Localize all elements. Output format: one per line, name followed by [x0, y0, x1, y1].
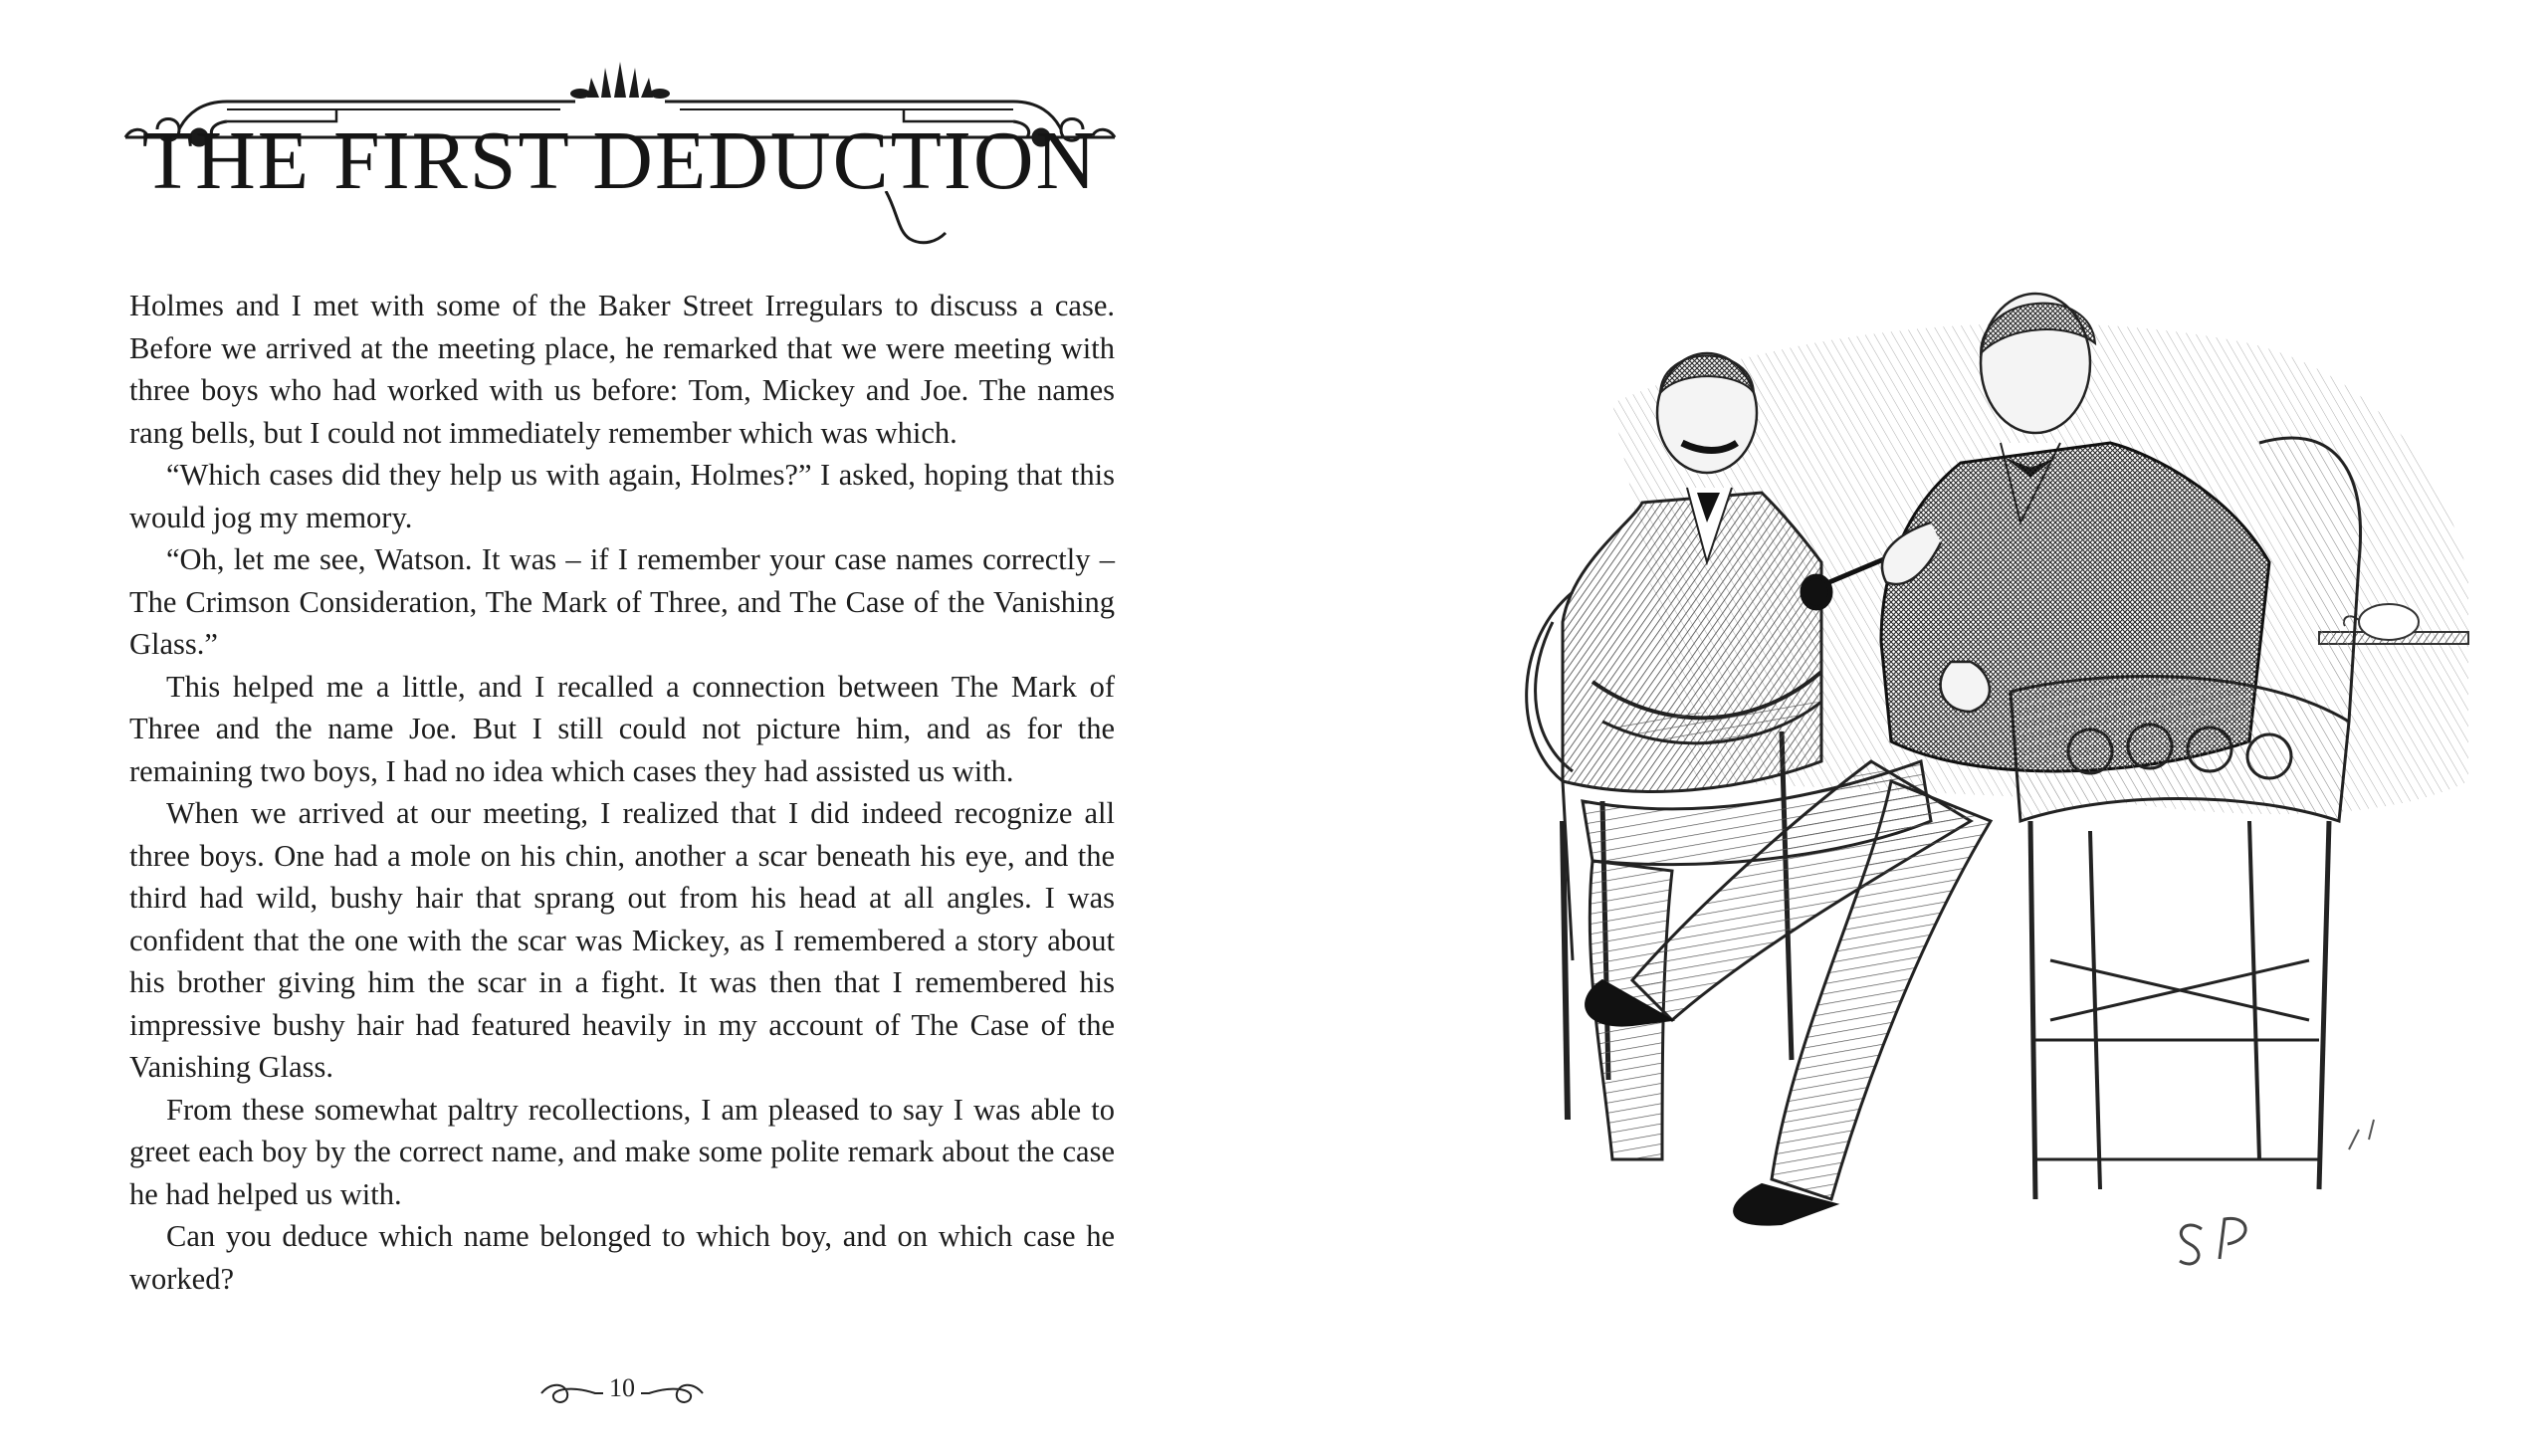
page-number [537, 1371, 707, 1421]
paragraph: “Oh, let me see, Watson. It was – if I remember your case names correctly – The Crimson Consideration, The Mark of Three, and The Case of the Vanishing Glass.” [129, 542, 1115, 661]
paragraph: This helped me a little, and I recalled a connection between The Mark of Three and the name Joe. But I still could not picture him, and as for the remaining two boys, I had no idea which cases they had assisted us with. [129, 669, 1115, 788]
fan-ornament [570, 62, 670, 99]
paragraph: When we arrived at our meeting, I realized that I did indeed recognize all three boys. One had a mole on his chin, another a scar beneath his eye, and the third had wild, bushy hair that sprang out from his head at all angles. I was confident that the one with the scar was Mickey, as I remembered a story about his brother giving him the scar in a fight. It was then that I remembered his impressive bushy hair had featured heavily in my account of The Case of the Vanishing Glass. [129, 796, 1115, 1084]
engraver-mark [2349, 1120, 2374, 1149]
page-number-value: 10 [609, 1373, 635, 1402]
chapter-title: THE FIRST DEDUCTION [141, 114, 1099, 207]
paragraph: From these somewhat paltry recollections, I am pleased to say I was able to greet each boy by the correct name, and make some polite remark about the case he had helped us with. [129, 1092, 1115, 1211]
paragraph: Holmes and I met with some of the Baker Street Irregulars to discuss a case. Before we arrived at the meeting place, he remarked that we were meeting with three boys who had worked with us before: Tom, Mickey and Joe. The names rang bells, but I could not immediately remember which was which. [129, 289, 1115, 450]
artist-signature [2180, 1218, 2245, 1264]
title-flourish [876, 191, 975, 251]
engraving-illustration [1493, 264, 2478, 1329]
signature-text: SP [2230, 1259, 2231, 1260]
paragraph: Can you deduce which name belonged to which boy, and on which case he worked? [129, 1219, 1115, 1296]
body-text [129, 285, 1115, 1300]
paragraph: “Which cases did they help us with again, Holmes?” I asked, hoping that this would jog my memory. [129, 458, 1115, 534]
